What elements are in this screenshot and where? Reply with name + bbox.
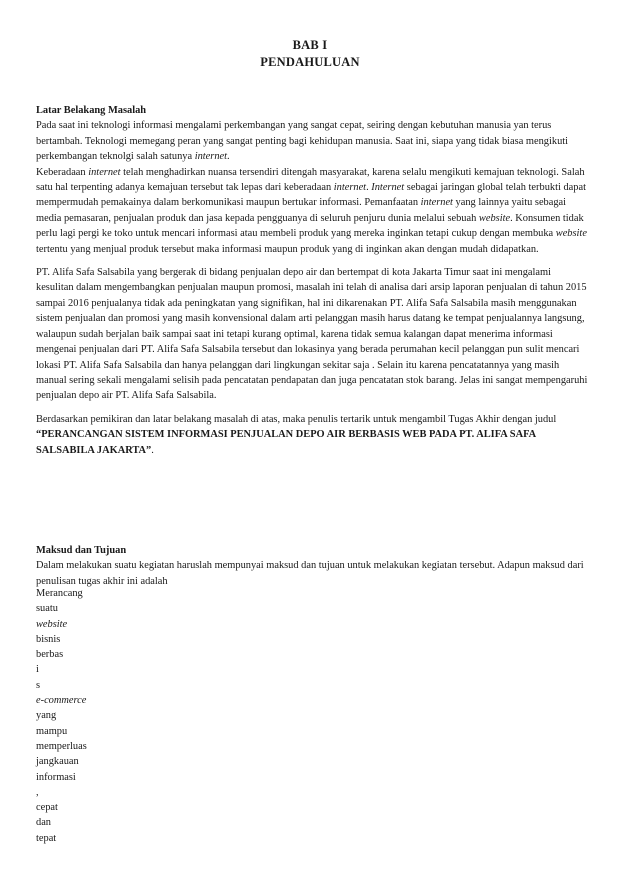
list-item: jangkauan	[36, 756, 79, 768]
section-heading-purpose: Maksud dan Tujuan	[36, 545, 127, 556]
list-item: s	[36, 679, 41, 691]
purpose-word-list	[36, 586, 87, 846]
chapter-title: PENDAHULUAN	[260, 55, 360, 69]
list-item: e-commerce	[36, 695, 87, 707]
list-item: yang	[36, 710, 57, 722]
list-item: dan	[36, 817, 52, 829]
list-item: memperluas	[36, 740, 87, 752]
paragraph-intro: Pada saat ini teknologi informasi mengalami perkembangan yang sangat cepat, seiring dengan kebutuhan manusia yan terus bertambah. Teknologi memegang peran yang sangat penting bagi kehidupan manusia. Saat ini, siapa yang tidak biasa mengikuti perkembangan teknolgi salah satunya internet.	[36, 120, 569, 163]
list-item: berbas	[36, 649, 64, 661]
list-item: tepat	[36, 832, 57, 844]
list-item: ,	[36, 786, 39, 798]
paragraph-company: PT. Alifa Safa Salsabila yang bergerak di bidang penjualan depo air dan bertempat di kota Jakarta Timur saat ini mengalami kesulitan dalam mengembangkan penjualan maupun promosi, masalah ini telah di analisa dari arsip laporan penjualan di tahun 2015 sampai 2016 penjualanya tidak ada peningkatan yang signifikan, hal ini dikarenakan PT. Alifa Safa Salsabila masih menggunakan sistem penjualan dan promosi yang masih konvensional dalam arti pelanggan masih harus datang ke tempat penjualannya langsung, walaupun sudah berjalan baik sampai saat ini tetapi kurang optimal, karena tidak semua kalangan dapat menerima informasi mengenai penjualan dari PT. Alifa Safa Salsabila tersebut dan lokasinya yang berada perumahan kecil pelanggan pun sulit mencari lokasi PT. Alifa Safa Salsabila dan hanya pelanggan dari lingkungan sekitar saja . Selain itu karena pencatatannya yang masih manual sering sekali mengalami selisih pada pencatatan pendapatan dan juga pencatatan stok barang. Jelas ini sangat mempengaruhi penjualan depo air PT. Alifa Safa Salsabila.	[36, 267, 588, 402]
paragraph-thesis-title: Berdasarkan pemikiran dan latar belakang masalah di atas, maka penulis tertarik untuk mengambil Tugas Akhir dengan judul “PERANCANGAN SISTEM INFORMASI PENJUALAN DEPO AIR BERBASIS WEB PADA PT. ALIFA SAFA SALSABILA JAKARTA”.	[36, 413, 557, 456]
list-item: Merancang	[36, 588, 83, 599]
list-item: mampu	[36, 725, 68, 737]
section-heading-background: Latar Belakang Masalah	[36, 105, 147, 116]
list-item: suatu	[36, 603, 58, 615]
chapter-number: BAB I	[292, 38, 328, 52]
list-item: i	[36, 664, 39, 676]
paragraph-internet: Keberadaan internet telah menghadirkan nuansa tersendiri ditengah masyarakat, karena selalu mengikuti kemajuan teknologi. Salah satu hal terpenting adanya kemajuan tersebut tak lepas dari keberadaan internet. Internet sebagai jaringan global telah terbukti dapat mempermudah pemakainya dalam berkomunikasi maupun bertukar informasi. Pemanfaatan internet yang lainnya yaitu sebagai media pemasaran, penjualan produk dan jasa kepada pengguanya di seluruh penjuru dunia melalui sebuah website. Konsumen tidak perlu lagi pergi ke toko untuk mencari informasi atau membeli produk yang mereka inginkan tetapi cukup dengan membuka website tertentu yang menjual produk tersebut maka informasi maupun produk yang di inginkan akan dengan mudah didapatkan.	[36, 166, 587, 255]
list-item: informasi	[36, 771, 76, 783]
body-text	[36, 103, 588, 458]
list-item: bisnis	[36, 633, 61, 645]
section-purpose	[36, 543, 588, 589]
paragraph-purpose: Dalam melakukan suatu kegiatan haruslah mempunyai maksud dan tujuan untuk melakukan kegiatan tersebut. Adapun maksud dari penulisan tugas akhir ini adalah	[36, 560, 584, 587]
list-item: cepat	[36, 802, 58, 814]
list-item: website	[36, 618, 68, 630]
